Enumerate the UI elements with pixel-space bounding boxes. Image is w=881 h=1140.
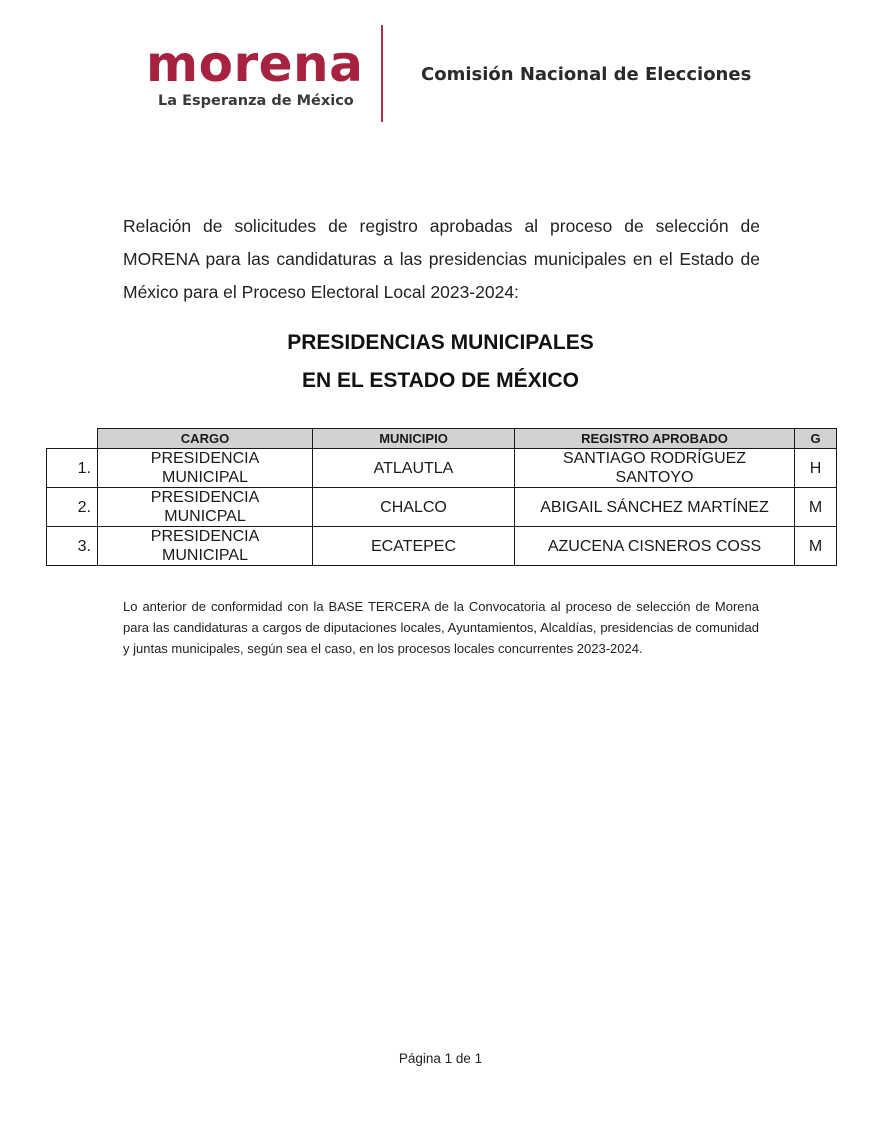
registro-line: ABIGAIL SÁNCHEZ MARTÍNEZ [540,498,769,516]
registro-line: SANTOYO [615,469,694,486]
municipio-cell: ATLAUTLA [313,449,515,488]
table-row [47,449,837,488]
header-registro: REGISTRO APROBADO [515,429,795,449]
morena-logo: morena [146,35,364,93]
logo-tagline: La Esperanza de México [158,93,354,109]
header-cargo: CARGO [98,429,313,449]
row-number: 1. [47,449,98,488]
cargo-line: PRESIDENCIA [150,528,260,545]
registro-cell [515,488,795,527]
municipio-cell: ECATEPEC [313,527,515,566]
cargo-cell [98,449,313,488]
letterhead [0,0,881,130]
table-row [47,488,837,527]
approved-registrations-table [46,428,837,566]
registro-cell [515,449,795,488]
cargo-cell [98,527,313,566]
document-title-line-2: EN EL ESTADO DE MÉXICO [302,369,579,392]
table-row [47,527,837,566]
document-title-line-1: PRESIDENCIAS MUNICIPALES [287,331,594,354]
header-genero: G [795,429,837,449]
registro-cell [515,527,795,566]
cargo-line: MUNICPAL [164,508,246,525]
table-header-row [47,429,837,449]
header-municipio: MUNICIPIO [313,429,515,449]
municipio-cell: CHALCO [313,488,515,527]
legal-note: Lo anterior de conformidad con la BASE TERCERA de la Convocatoria al proceso de selección de Morena para las candidaturas a cargos de diputaciones locales, Ayuntamientos, Alcaldías, presidencias de comunidad y juntas municipales, según sea el caso, en los procesos locales concurrentes 2023-2024. [123,599,759,656]
genero-cell: M [795,527,837,566]
intro-paragraph: Relación de solicitudes de registro aprobadas al proceso de selección de MORENA para las candidaturas a las presidencias municipales en el Estado de México para el Proceso Electoral Local 2023-2024: [123,216,760,302]
cargo-line: PRESIDENCIA [150,450,260,467]
commission-name: Comisión Nacional de Elecciones [421,64,752,85]
registro-line: SANTIAGO RODRÍGUEZ [562,450,747,467]
cargo-cell [98,488,313,527]
header-divider [381,25,383,122]
row-number: 2. [47,488,98,527]
cargo-line: MUNICIPAL [162,547,248,564]
page-number: Página 1 de 1 [398,1051,483,1066]
registro-line: AZUCENA CISNEROS COSS [547,537,762,555]
genero-cell: H [795,449,837,488]
genero-cell: M [795,488,837,527]
cargo-line: MUNICIPAL [162,469,248,486]
row-number: 3. [47,527,98,566]
header-blank-cell [47,429,98,449]
cargo-line: PRESIDENCIA [150,489,260,506]
